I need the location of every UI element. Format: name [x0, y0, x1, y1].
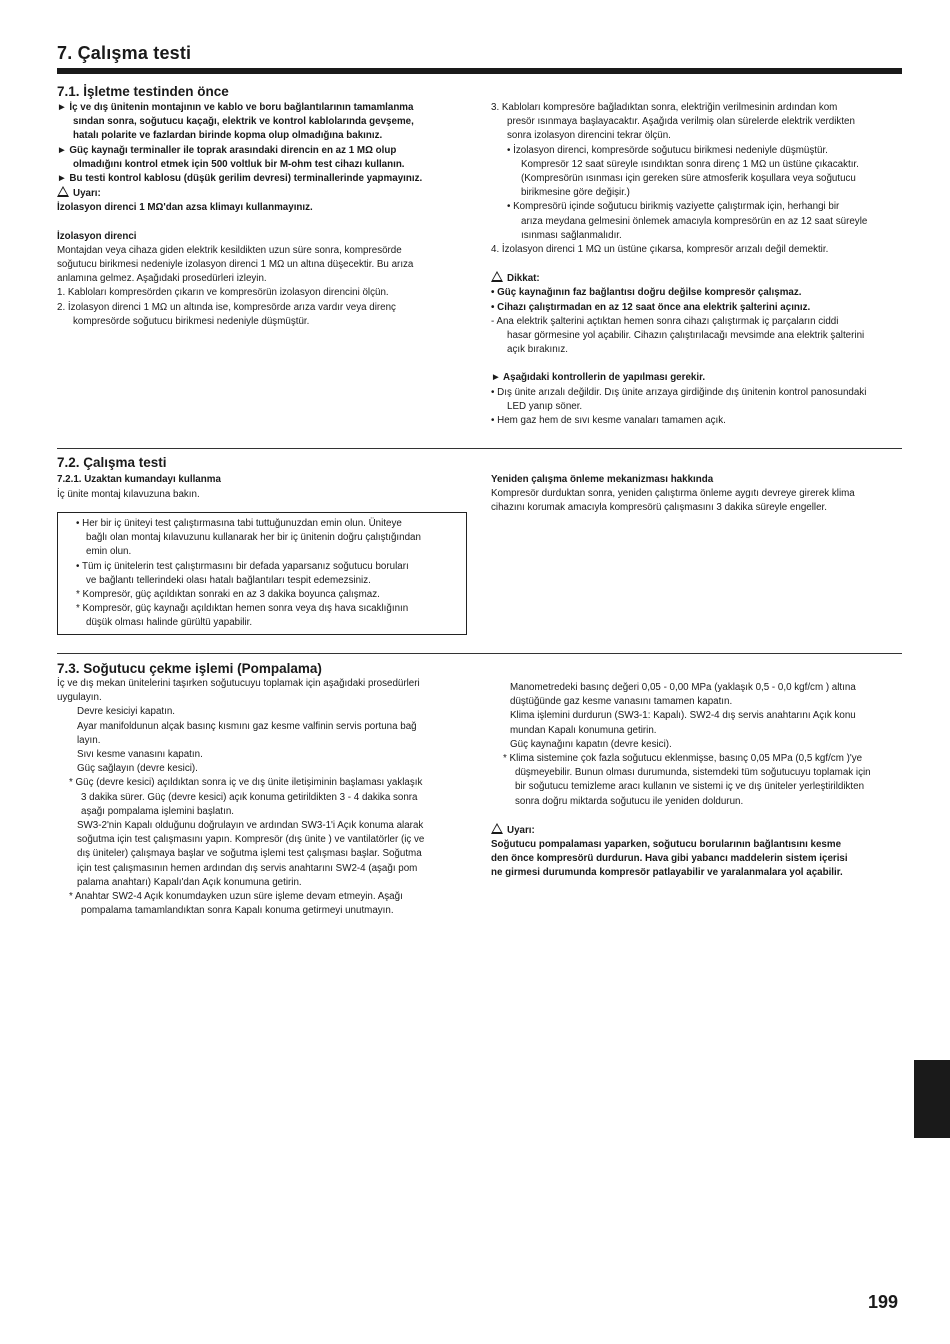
text-line: ► Aşağıdaki kontrollerin de yapılması gerekir.	[491, 372, 706, 384]
text-line: Soğutucu pompalaması yaparken, soğutucu borularının bağlantısını kesme	[491, 839, 842, 851]
text-line: layın.	[77, 734, 101, 746]
text-line: mundan Kapalı konumuna getirin.	[510, 724, 657, 736]
note-box	[57, 512, 467, 635]
text-line: sından sonra, soğutucu kaçağı, elektrik ve kontrol kablolarında gevşeme,	[73, 116, 414, 128]
text-line: ve bağlantı tellerindeki olası hatalı bağlantıları tespit edemezsiniz.	[86, 574, 371, 586]
text-line: emin olun.	[86, 546, 132, 558]
text-line: kompresörde soğutucu birikmesi nedeniyle düşmüştür.	[73, 315, 310, 327]
title-rule	[57, 68, 902, 74]
text-line: ► Bu testi kontrol kablosu (düşük gerilim devresi) terminallerinde yapmayınız.	[57, 173, 423, 185]
note: * Klima sistemine çok fazla soğutucu eklenmişse, basınç 0,05 MPa (0,5 kgf/cm )'ye	[503, 753, 863, 765]
text-line: hasar görmesine yol açabilir. Cihazın çalıştırılacağı mevsimde ana elektrik şalterini	[507, 330, 865, 342]
page-number: 199	[867, 1292, 898, 1312]
step: Sıvı kesme vanasını kapatın.	[77, 749, 203, 761]
text-line: düştüğünde gaz kesme vanasını tamamen kapatın.	[510, 696, 733, 708]
step: Devre kesiciyi kapatın.	[77, 706, 176, 718]
text-line: ısınması sağlanmalıdır.	[521, 229, 622, 241]
text-line: sonra izolasyon direncini tekrar ölçün.	[507, 130, 671, 142]
text-line: açık bırakınız.	[507, 344, 568, 356]
text-line: * Kompresör, güç açıldıktan sonraki en az 3 dakika boyunca çalışmaz.	[76, 589, 380, 601]
section-7-2-heading: 7.2. Çalışma testi	[57, 455, 167, 470]
text-line: soğutma için test çalışmasını yapın. Kompresör (dış ünite ) ve vantilatörler (iç ve	[77, 834, 425, 846]
text-line: • Güç kaynağının faz bağlantısı doğru değilse kompresör çalışmaz.	[491, 287, 802, 299]
list-item: 1. Kabloları kompresörden çıkarın ve kompresörün izolasyon direncini ölçün.	[57, 287, 389, 299]
text-line: düşmeyebilir. Bunun olması durumunda, sistemdeki tüm soğutucuyu toplamak için	[515, 767, 871, 779]
step: Güç sağlayın (devre kesici).	[77, 763, 198, 775]
section-divider	[57, 653, 902, 654]
section-7-3-left	[57, 677, 469, 918]
subheading: İzolasyon direnci	[57, 230, 137, 242]
list-item: 3. Kabloları kompresöre bağladıktan sonra, elektriğin verilmesinin ardından kom	[491, 102, 838, 113]
caution-label: Dikkat:	[507, 273, 540, 285]
text-line: pompalama tamamlandıktan sonra Kapalı konuma getirmeyi unutmayın.	[81, 905, 394, 917]
section-7-1-right	[491, 101, 902, 428]
text-line: (Kompresörün ısınması için gereken süre atmosferik koşullara veya soğutucu	[521, 173, 856, 185]
text-line: bir soğutucu temizleme aracı kullanın ve sistemi iç ve dış üniteler yerleştirildikten	[515, 781, 865, 793]
text-line: ► İç ve dış ünitenin montajının ve kablo ve boru bağlantılarının tamamlanma	[57, 102, 414, 113]
text-line: ► Güç kaynağı terminaller ile toprak arasındaki direncin en az 1 MΩ olup	[57, 144, 397, 156]
note: * Güç (devre kesici) açıldıktan sonra iç ve dış ünite iletişiminin başlaması yaklaşık	[69, 777, 423, 789]
list-item: • İzolasyon direnci, kompresörde soğutucu birikmesi nedeniyle düşmüştür.	[507, 144, 828, 156]
note: * Anahtar SW2-4 Açık konumdayken uzun süre işleme devam etmeyin. Aşağı	[69, 891, 403, 903]
warning-triangle-icon	[57, 186, 69, 197]
restart-prevention	[491, 473, 902, 516]
section-7-2-1-text: İç ünite montaj kılavuzuna bakın.	[57, 489, 200, 500]
step: SW3-2'nin Kapalı olduğunu doğrulayın ve ardından SW3-1'i Açık konuma alarak	[77, 820, 424, 832]
section-divider	[57, 448, 902, 449]
text-line: birikmesine göre değişir.)	[521, 187, 630, 199]
section-7-3-heading: 7.3. Soğutucu çekme işlemi (Pompalama)	[57, 661, 322, 676]
warning-triangle-icon	[491, 271, 503, 282]
text-line: • Tüm iç ünitelerin test çalıştırmasını bir defada yaparsanız soğutucu boruları	[76, 560, 409, 572]
text-line: hatalı polarite ve fazlardan birinde kopma olup olmadığına bakınız.	[73, 130, 383, 142]
text-line: * Kompresör, güç kaynağı açıldıktan hemen sonra veya dış hava sıcaklığının	[76, 603, 409, 615]
text-line: dış üniteler) çalışmaya başlar ve soğutma işlemi test çalışması başlar. Soğutma	[77, 848, 422, 860]
text-line: aşağı pompalama işlemini başlatın.	[81, 805, 235, 817]
step: Güç kaynağını kapatın (devre kesici).	[510, 738, 672, 750]
step: Manometredeki basınç değeri 0,05 - 0,00 MPa (yaklaşık 0,5 - 0,0 kgf/cm ) altına	[510, 682, 856, 693]
text-line: bağlı olan montaj kılavuzunu kullanarak her bir iç ünitenin doğru çalıştığından	[86, 532, 421, 544]
page-title: 7. Çalışma testi	[57, 43, 192, 63]
text-line: presör ısınmaya başlayacaktır. Aşağıda verilmiş olan sürelerde elektrik verdikten	[507, 116, 855, 128]
section-7-1-left	[57, 101, 468, 329]
text-line: düşük olması halinde gürültü yapabilir.	[86, 617, 253, 629]
text-line: İzolasyon direnci 1 MΩ'dan azsa klimayı kullanmayınız.	[57, 202, 313, 214]
step: Klima işlemini durdurun (SW3-1: Kapalı). SW2-4 dış servis anahtarını Açık konu	[510, 710, 856, 722]
text-line: uygulayın.	[57, 692, 102, 704]
warning-label: Uyarı:	[73, 188, 101, 200]
text-line: Kompresör durduktan sonra, yeniden çalıştırma önleme aygıtı devreye girerek klima	[491, 488, 855, 500]
text-line: sonra doğru miktarda soğutucu ile yeniden doldurun.	[515, 795, 744, 807]
text-line: Montajdan veya cihaza giden elektrik kesildikten uzun süre sonra, kompresörde	[57, 244, 402, 256]
list-item: • Kompresörü içinde soğutucu birikmiş vaziyette çalıştırmak için, herhangi bir	[507, 201, 840, 213]
section-7-3-right	[491, 681, 902, 881]
text-line: 3 dakika sürer. Güç (devre kesici) açık konuma getirildikten 3 - 4 dakika sonra	[81, 791, 418, 803]
text-line: ne girmesi durumunda kompresör patlayabilir ve yaralanmalara yol açabilir.	[491, 867, 843, 879]
text-line: - Ana elektrik şalterini açtıktan hemen sonra cihazı çalıştırmak iç parçaların ciddi	[491, 315, 839, 327]
text-line: arıza meydana gelmesini önlemek amacıyla kompresörün en az 12 saat süreyle	[521, 215, 868, 227]
text-line: • Her bir iç üniteyi test çalıştırmasına tabi tuttuğunuzdan emin olun. Üniteye	[76, 518, 402, 529]
text-line: • Hem gaz hem de sıvı kesme vanaları tamamen açık.	[491, 415, 726, 427]
text-line: palama anahtarı) Kapalı'dan Açık konumuna getirin.	[77, 876, 302, 888]
section-7-1-heading: 7.1. İşletme testinden önce	[57, 84, 229, 99]
list-item: 4. İzolasyon direnci 1 MΩ un üstüne çıkarsa, kompresör arızalı değil demektir.	[491, 244, 829, 256]
text-line: anlamına gelmez. Aşağıdaki prosedürleri izleyin.	[57, 273, 267, 285]
text-line: den önce kompresörü durdurun. Hava gibi yabancı maddelerin sistem içerisi	[491, 853, 848, 865]
language-tab-marker	[914, 1060, 950, 1138]
text-line: cihazını korumak amacıyla kompresörü çalışmasını 3 dakika süreyle engeller.	[491, 502, 827, 514]
warning-label: Uyarı:	[507, 824, 535, 836]
section-7-2-1-heading: 7.2.1. Uzaktan kumandayı kullanma	[57, 474, 221, 485]
text-line: Kompresör 12 saat süreyle ısındıktan sonra direnç 1 MΩ un üstüne çıkacaktır.	[521, 158, 859, 170]
text-line: • Dış ünite arızalı değildir. Dış ünite arızaya girdiğinde dış ünitenin kontrol panosundaki	[491, 386, 867, 398]
text-line: İç ve dış mekan ünitelerini taşırken soğutucuyu toplamak için aşağıdaki prosedürleri	[57, 678, 420, 689]
text-line: için test çalışmasının hemen ardından dış servis anahtarını SW2-4 (aşağı pom	[77, 862, 418, 874]
text-line: soğutucu birikmesi nedeniyle izolasyon direnci 1 MΩ un altına düşecektir. Bu arıza	[57, 259, 414, 271]
list-item: 2. İzolasyon direnci 1 MΩ un altında ise, kompresörde arıza vardır veya direnç	[57, 301, 396, 313]
text-line: • Cihazı çalıştırmadan en az 12 saat önce ana elektrik şalterini açınız.	[491, 301, 811, 313]
text-line: olmadığını kontrol etmek için 500 voltluk bir M-ohm test cihazı kullanın.	[73, 158, 405, 170]
subheading: Yeniden çalışma önleme mekanizması hakkında	[491, 474, 714, 485]
text-line: LED yanıp söner.	[507, 400, 583, 412]
warning-triangle-icon	[491, 823, 503, 834]
step: Ayar manifoldunun alçak basınç kısmını gaz kesme valfinin servis portuna bağ	[77, 720, 417, 732]
